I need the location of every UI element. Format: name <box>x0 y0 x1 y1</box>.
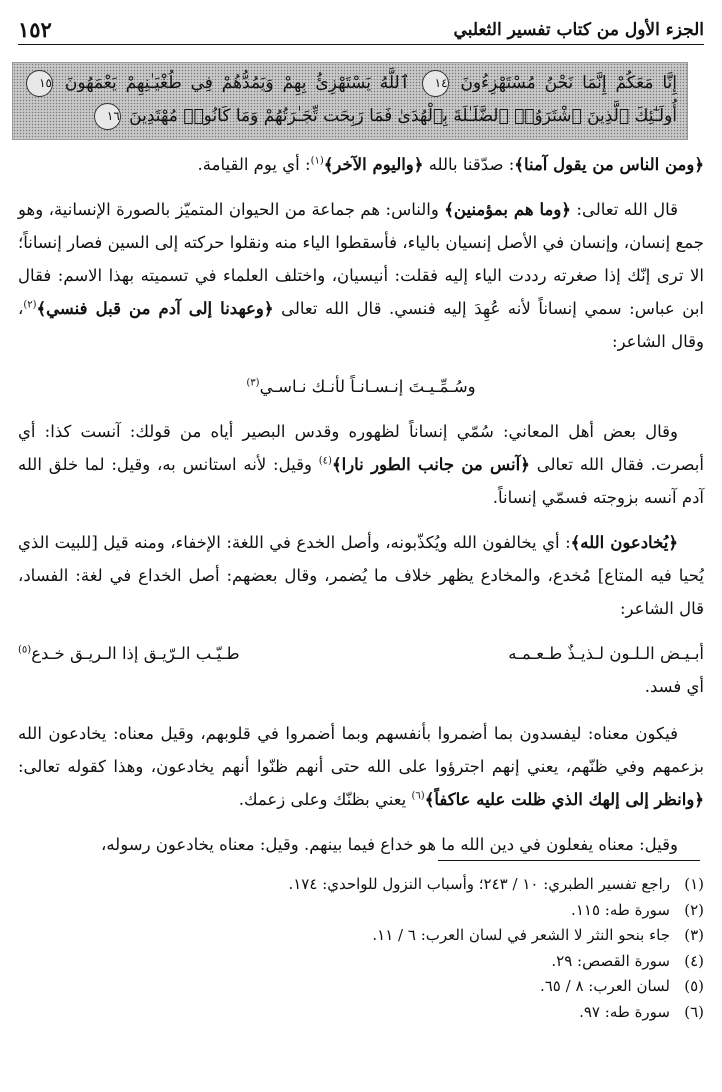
verse-text: ٱللَّهُ يَسْتَهْزِئُ بِهِمْ وَيَمُدُّهُمْ فِي طُغْيَـٰنِهِمْ يَعْمَهُونَ <box>64 73 410 93</box>
verse-text: إِنَّا مَعَكُمْ إِنَّمَا نَحْنُ مُسْتَهْزِءُونَ <box>460 73 677 93</box>
page-header <box>18 14 704 45</box>
footnote: (١) راجع تفسير الطبري: ١٠ / ٢٤٣؛ وأسباب النزول للواحدي: ١٧٤. <box>288 875 704 893</box>
ayah-marker: ١٤ <box>422 70 449 97</box>
footnote: (٣) جاء بنحو النثر لا الشعر في لسان العرب: ٦ / ١١. <box>372 926 704 944</box>
paragraph: وقيل: معناه يفعلون في دين الله ما هو خداع فيما بينهم. وقيل: معناه يخادعون رسوله، <box>101 835 678 854</box>
verse-text: أُولَـٰٓئِكَ ٱلَّذِينَ ٱشْتَرَوُا۟ ٱلضَّلَـٰلَةَ بِٱلْهُدَىٰ فَمَا رَبِحَت تِّجَـٰرَتُهُمْ وَمَا كَانُوا۟ مُهْتَدِينَ <box>129 106 677 126</box>
running-title: الجزء الأول من كتاب تفسير الثعلبي <box>453 20 704 40</box>
ayah-marker: ١٦ <box>94 103 121 130</box>
footnote-ref: (٦) <box>411 790 425 802</box>
paragraph: ﴿ومن الناس من يقول آمنا﴾: صدّقنا بالله ﴿واليوم الآخر﴾$^{(١)}$: أي يوم القيامة. <box>197 155 704 174</box>
poetry-verse <box>18 637 704 670</box>
footnote-ref: (٤) <box>318 455 332 467</box>
footnote: (٢) سورة طه: ١١٥. <box>571 900 704 919</box>
paragraph: أي فسد. <box>644 677 704 696</box>
footnote: (٥) لسان العرب: ٨ / ٦٥. <box>539 977 704 995</box>
quran-verses-box <box>12 62 688 140</box>
footnotes <box>18 872 704 1025</box>
paragraph: ﴿يُخادعون الله﴾: أي يخالفون الله ويُكذّبونه، وأصل الخدع في اللغة: الإخفاء، ومنه قيل [للبيت الذي يُحيا فيه المتاع] مُخدع، والمخادع يظهر خلاف ما يُضمر، وقال بعضهم: أصل الخداع في لغة: الفساد، قال الشاعر: <box>18 533 704 618</box>
paragraph: قال الله تعالى: ﴿وما هم بمؤمنين﴾ والناس: هم جماعة من الحيوان المتميّز بالصورة الإنسانية، وهو جمع إنسان، وإنسان في الأصل إنسيان بالياء، فأسقطوا الياء منه ونقلوا حركته إلى السين فصار إنساناً؛ الا ترى إنّك إذا صغرته رددت الياء إليه فقلت: أنيسيان، واختلف العلماء في تسميته بهذا الاسم: فقال ابن عباس: سمي إنساناً لأنه عُهِدَ إليه فنسي. قال الله تعالى ﴿وعهدنا إلى آدم من قبل فنسي﴾$^{(٢)}$، وقال الشاعر: <box>18 200 704 351</box>
verse-first-hemistich: أبـيـض الـلـون لـذيـذٌ طـعـمـه <box>508 644 704 663</box>
footnote: (٦) سورة طه: ٩٧. <box>579 1002 704 1021</box>
footnote-ref: (٢) <box>23 299 37 311</box>
footnote-ref: (١) <box>310 155 324 167</box>
ayah-marker: ١٥ <box>26 70 53 97</box>
poetry-verse: وسُـمِّـيـتَ إنـسـانـاً لأنـك نـاسـي$^{(٣)}$ <box>246 377 476 396</box>
verse-second-hemistich: طـيّـب الـرّيـق إذا الـريـق خـدع$^{(٥)}$ <box>18 644 240 663</box>
footnote-ref: (٥) <box>18 644 32 656</box>
paragraph: وقال بعض أهل المعاني: سُمّي إنساناً لظهوره وقدس البصير أياه من قولك: آنست كذا: أي أبصرت. فقال الله تعالى ﴿آنس من جانب الطور نارا﴾$^{(٤)}$ وقيل: لأنه استانس به، وقيل: لما خلق الله آدم آنسه بزوجته فسمّي إنساناً. <box>18 422 704 507</box>
footnote-separator <box>438 860 700 861</box>
footnote: (٤) سورة القصص: ٢٩. <box>551 951 704 970</box>
page-number: ١٥٢ <box>18 17 52 42</box>
footnote-ref: (٣) <box>246 377 260 389</box>
paragraph: فيكون معناه: ليفسدون بما أضمروا بأنفسهم وبما أضمروا في قلوبهم، وقيل معناه: يخادعون الله بزعمهم وفي ظنّهم، يعني إنهم اجترؤوا على الله حتى أنهم ظنّوا أنهم يخادعون، وهذا كقوله تعالى: ﴿وانظر إلى إلهك الذي ظلت عليه عاكفاً﴾$^{(٦)}$ يعني بظنّك وعلى زعمك. <box>18 724 704 809</box>
commentary-body <box>18 148 704 873</box>
